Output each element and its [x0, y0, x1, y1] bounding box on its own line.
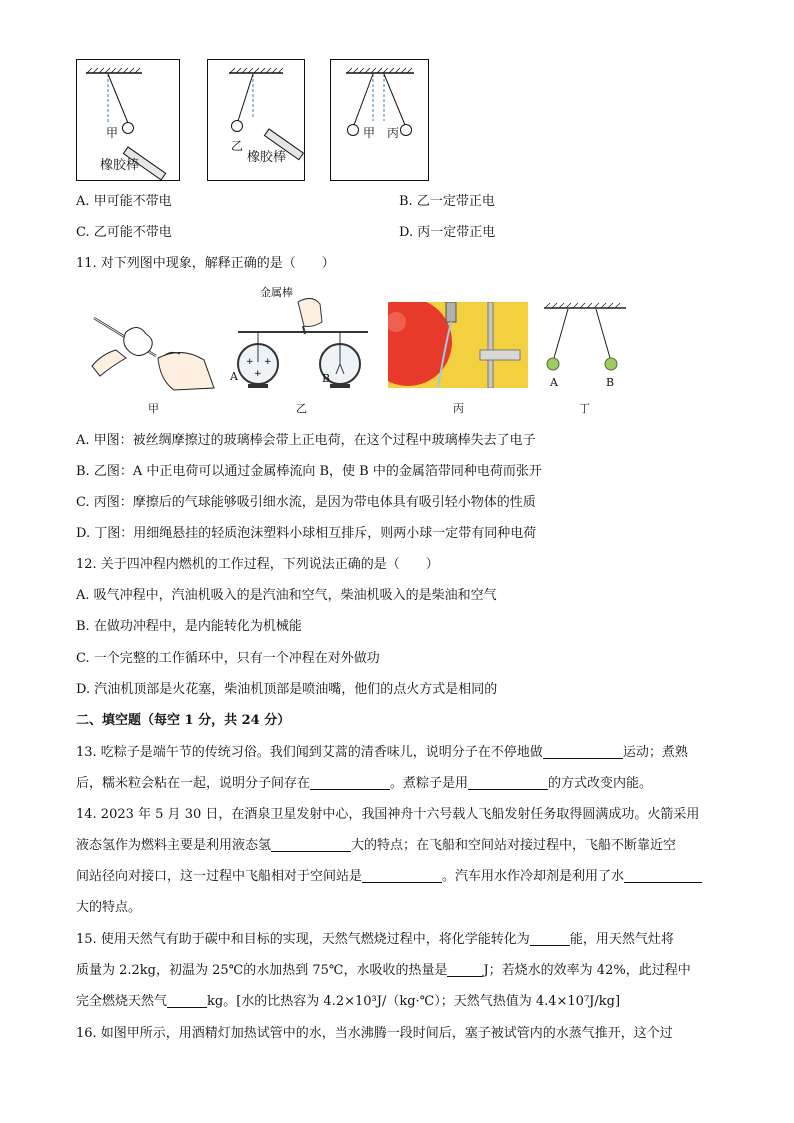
q15-text-2a: 质量为 2.2kg，初温为 25℃的水加热到 75℃，水吸收的热量是 — [76, 963, 448, 978]
q11-caption-jia: 甲 — [148, 402, 159, 415]
q15-text-1b: 能，用天然气灶将 — [569, 932, 674, 947]
q13-blank-3[interactable] — [468, 775, 548, 790]
q16-line-1: 16. 如图甲所示，用酒精灯加热试管中的水，当水沸腾一段时间后，塞子被试管内的水蒸气推开，这个过 — [76, 1026, 673, 1041]
q11-figure-yi — [228, 282, 370, 394]
fig10-box-3 — [330, 59, 429, 181]
fig10-box-1 — [76, 59, 180, 181]
q11-caption-bing: 丙 — [453, 402, 464, 415]
q13-blank-1[interactable] — [543, 744, 623, 759]
q12-stem: 12. 关于四冲程内燃机的工作过程，下列说法正确的是（ ） — [76, 557, 439, 572]
q14-blank-3[interactable] — [624, 868, 702, 883]
q11-option-a: A. 甲图：被丝绸摩擦过的玻璃棒会带上正电荷，在这个过程中玻璃棒失去了电子 — [76, 433, 536, 448]
q10-option-a: A. 甲可能不带电 — [76, 194, 172, 209]
q13-line-2 — [76, 772, 652, 791]
q15-blank-2[interactable] — [447, 962, 483, 977]
q14-text-3a: 间站径向对接口，这一过程中飞船相对于空间站是 — [76, 869, 363, 884]
fig10-rod-label-1: 橡胶棒 — [100, 158, 140, 173]
svg-text:+: + — [264, 357, 272, 367]
q11-option-c: C. 丙图：摩擦后的气球能够吸引细水流，是因为带电体具有吸引轻小物体的性质 — [76, 495, 536, 510]
q11-caption-ding: 丁 — [579, 402, 590, 415]
q15-line-1 — [76, 928, 674, 947]
fig10-rod-label-2: 橡胶棒 — [247, 150, 287, 165]
q11-caption-yi: 乙 — [296, 402, 307, 415]
q11-ball-b: B — [606, 376, 615, 389]
q15-text-3b: kg。[水的比热容为 4.2×10³J/（kg·℃）；天然气热值为 4.4×10⁷J/kg] — [207, 994, 621, 1009]
fig10-ball-label-3b: 丙 — [387, 126, 400, 140]
fig10-ball-label-3a: 甲 — [363, 126, 376, 140]
fig10-box-2 — [207, 59, 305, 181]
q14-blank-2[interactable] — [362, 868, 442, 883]
q14-line-1: 14. 2023 年 5 月 30 日，在酒泉卫星发射中心，我国神舟十六号载人飞船发射任务取得圆满成功。火箭采用 — [76, 807, 700, 822]
q14-line-2 — [76, 834, 676, 853]
q14-text-3b: 。汽车用水作冷却剂是利用了水 — [442, 869, 625, 884]
q15-blank-1[interactable] — [530, 931, 570, 946]
section-heading-fill-in: 二、填空题（每空 1 分，共 24 分） — [76, 713, 291, 728]
q15-line-3 — [76, 990, 620, 1009]
q13-text-1a: 13. 吃粽子是端午节的传统习俗。我们闻到艾蒿的清香味儿，说明分子在不停地做 — [76, 745, 543, 760]
q15-text-3a: 完全燃烧天然气 — [76, 994, 168, 1009]
q14-text-2a: 液态氢作为燃料主要是利用液态氢 — [76, 838, 272, 853]
svg-text:+: + — [254, 369, 262, 379]
q12-option-b: B. 在做功冲程中，是内能转化为机械能 — [76, 619, 302, 634]
q13-text-1b: 运动；煮熟 — [622, 745, 688, 760]
q11-ball-a: A — [550, 376, 558, 389]
fig10-ball-label-2: 乙 — [231, 139, 244, 153]
q13-line-1 — [76, 741, 688, 760]
q11-option-d: D. 丁图：用细绳悬挂的轻质泡沫塑料小球相互排斥，则两小球一定带有同种电荷 — [76, 526, 537, 541]
q10-option-c: C. 乙可能不带电 — [76, 225, 172, 240]
svg-text:+: + — [246, 357, 254, 367]
q11-metal-rod-label: 金属棒 — [260, 286, 293, 299]
q12-option-d: D. 汽油机顶部是火花塞，柴油机顶部是喷油嘴，他们的点火方式是相同的 — [76, 682, 498, 697]
q11-figure-bing — [388, 302, 528, 388]
q15-text-2b: J；若烧水的效率为 42%，此过程中 — [483, 963, 691, 978]
electroscope-illustration — [228, 282, 370, 394]
fig10-diagram-3 — [330, 59, 429, 181]
q10-option-d: D. 丙一定带正电 — [399, 225, 496, 240]
q13-text-2b: 。煮粽子是用 — [390, 776, 469, 791]
q10-option-b: B. 乙一定带正电 — [399, 194, 495, 209]
q14-blank-1[interactable] — [271, 837, 351, 852]
rubbing-hand-illustration — [86, 310, 216, 392]
q11-figure-jia — [86, 310, 216, 392]
q15-text-1a: 15. 使用天然气有助于碳中和目标的实现，天然气燃烧过程中，将化学能转化为 — [76, 932, 530, 947]
q13-text-2a: 后，糯米粒会粘在一起，说明分子间存在 — [76, 776, 311, 791]
balloon-water-photo — [388, 302, 528, 388]
q14-text-2b: 大的特点；在飞船和空间站对接过程中，飞船不断靠近空 — [351, 838, 677, 853]
q12-option-a: A. 吸气冲程中，汽油机吸入的是汽油和空气，柴油机吸入的是柴油和空气 — [76, 588, 497, 603]
q15-blank-3[interactable] — [167, 993, 207, 1008]
q14-line-4: 大的特点。 — [76, 900, 142, 915]
q11-label-b: B — [322, 372, 331, 385]
q15-line-2 — [76, 959, 691, 978]
q11-option-b: B. 乙图：A 中正电荷可以通过金属棒流向 B，使 B 中的金属箔带同种电荷而张开 — [76, 464, 542, 479]
fig10-ball-label-1: 甲 — [106, 126, 119, 140]
q13-text-2c: 的方式改变内能。 — [548, 776, 653, 791]
q14-line-3 — [76, 865, 702, 884]
q12-option-c: C. 一个完整的工作循环中，只有一个冲程在对外做功 — [76, 651, 380, 666]
q13-blank-2[interactable] — [310, 775, 390, 790]
q11-label-a: A — [230, 370, 238, 383]
q11-stem: 11. 对下列图中现象，解释正确的是（ ） — [76, 256, 335, 271]
